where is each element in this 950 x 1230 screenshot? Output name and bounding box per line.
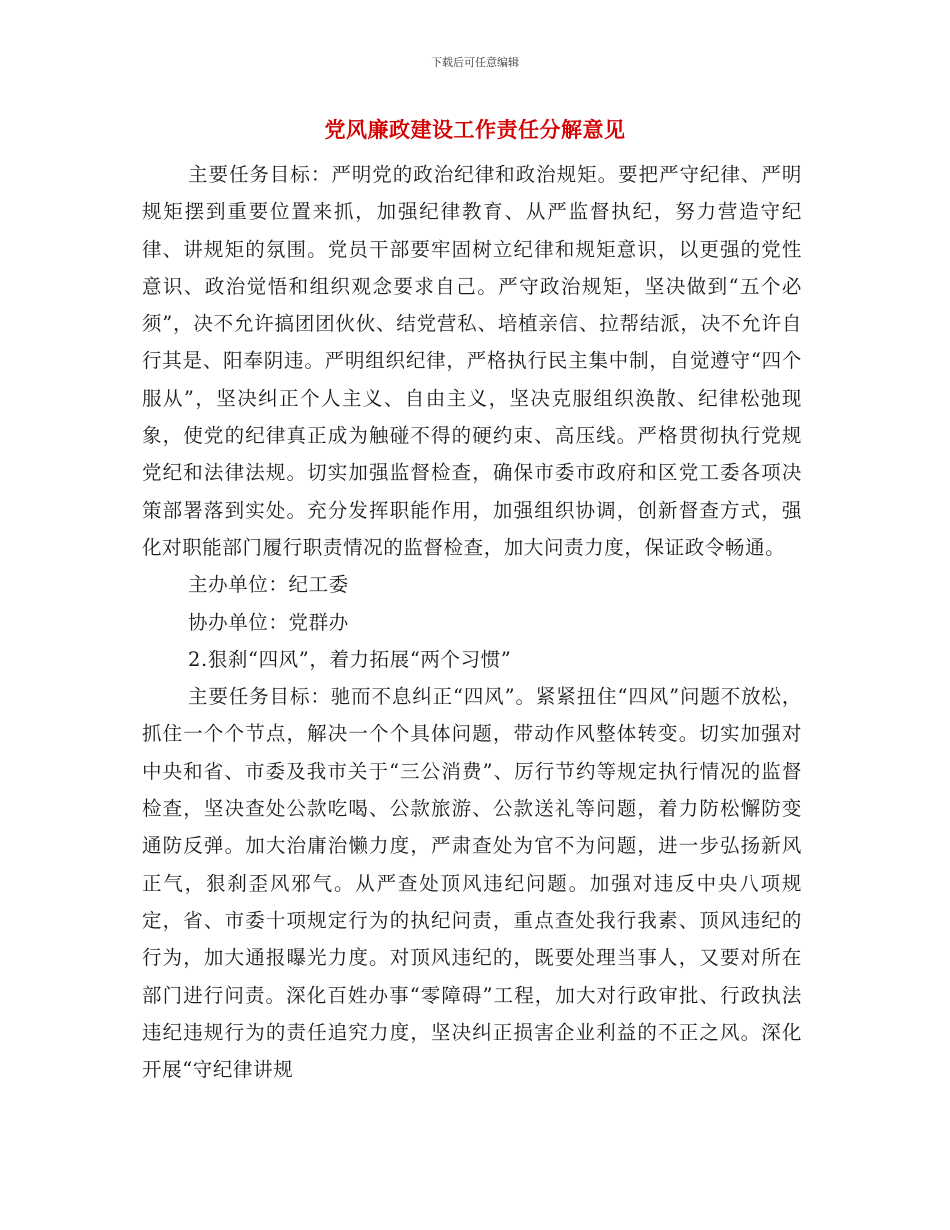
paragraph-assist-unit-1: 协办单位：党群办 bbox=[188, 610, 349, 634]
document-body bbox=[142, 156, 802, 1088]
paragraph-task-goal-1: 主要任务目标：严明党的政治纪律和政治规矩。要把严守纪律、严明规矩摆到重要位置来抓，加强纪律教育、从严监督执纪，努力营造守纪律、讲规矩的氛围。党员干部要牢固树立纪律和规矩意识，以更强的党性意识、政治觉悟和组织观念要求自己。严守政治规矩，坚决做到“五个必须”，决不允许搞团团伙伙、结党营私、培植亲信、拉帮结派，决不允许自行其是、阳奉阴违。严明组织纪律，严格执行民主集中制，自觉遵守“四个服从”，坚决纠正个人主义、自由主义，坚决克服组织涣散、纪律松弛现象，使党的纪律真正成为触碰不得的硬约束、高压线。严格贯彻执行党规党纪和法律法规。切实加强监督检查，确保市委市政府和区党工委各项决策部署落到实处。充分发挥职能作用，加强组织协调，创新督查方式，强化对职能部门履行职责情况的监督检查，加大问责力度，保证政令畅通。 bbox=[142, 163, 802, 559]
document-title: 党风廉政建设工作责任分解意见 bbox=[324, 117, 626, 142]
paragraph-task-goal-2: 主要任务目标：驰而不息纠正“四风”。紧紧扭住“四风”问题不放松，抓住一个个节点，解决一个个具体问题，带动作风整体转变。切实加强对中央和省、市委及我市关于“三公消费”、厉行节约等规定执行情况的监督检查，坚决查处公款吃喝、公款旅游、公款送礼等问题，着力防松懈防变通防反弹。加大治庸治懒力度，严肃查处为官不为问题，进一步弘扬新风正气，狠刹歪风邪气。从严查处顶风违纪问题。加强对违反中央八项规定，省、市委十项规定行为的执纪问责，重点查处我行我素、顶风违纪的行为，加大通报曝光力度。对顶风违纪的，既要处理当事人，又要对所在部门进行问责。深化百姓办事“零障碍”工程，加大对行政审批、行政执法违纪违规行为的责任追究力度，坚决纠正损害企业利益的不正之风。深化开展“守纪律讲规 bbox=[142, 685, 802, 1082]
header-note: 下载后可任意编辑 bbox=[431, 56, 519, 69]
section-heading-2: 2.狠刹“四风”，着力拓展“两个习惯” bbox=[188, 647, 512, 671]
paragraph-lead-unit-1: 主办单位：纪工委 bbox=[188, 573, 349, 597]
